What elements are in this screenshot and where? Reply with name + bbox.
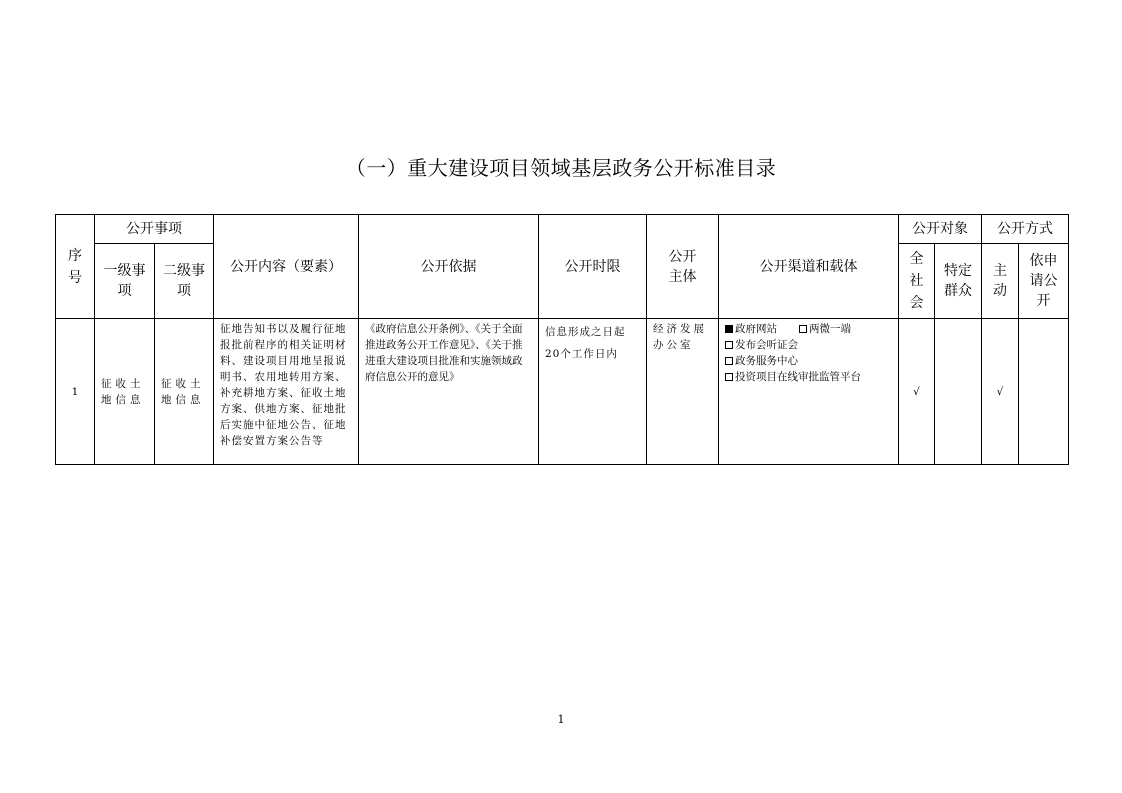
channel-label-wechat-weibo-app: 两微一端 xyxy=(809,323,851,335)
header-level2-label: 二级事项 xyxy=(163,263,205,299)
header-subject xyxy=(647,215,719,319)
page-title: （一）重大建设项目领域基层政务公开标准目录 xyxy=(345,156,777,180)
channel-label-investment-platform: 投资项目在线审批监管平台 xyxy=(735,371,861,383)
checkbox-wechat-weibo-app xyxy=(799,325,807,333)
header-method-active-label: 主动 xyxy=(993,263,1007,299)
header-channel: 公开渠道和载体 xyxy=(719,215,899,319)
header-level2 xyxy=(155,244,214,319)
header-seq-label: 序号 xyxy=(68,247,82,286)
header-subject-label: 公开主体 xyxy=(668,248,697,285)
cell-subject: 经济发展办公室 xyxy=(647,319,719,465)
header-target: 公开对象 xyxy=(899,215,982,244)
header-method-request-label: 依申请公开 xyxy=(1029,253,1058,309)
checkbox-website xyxy=(725,325,733,333)
header-target-specific-label: 特定群众 xyxy=(944,263,972,299)
cell-method-active: √ xyxy=(982,319,1019,465)
header-method: 公开方式 xyxy=(982,215,1069,244)
cell-seq: 1 xyxy=(56,319,95,465)
header-method-request xyxy=(1019,244,1069,319)
page-number: 1 xyxy=(557,713,565,726)
channel-label-service-center: 政务服务中心 xyxy=(735,355,798,367)
cell-method-request xyxy=(1019,319,1069,465)
header-seq xyxy=(56,215,95,319)
checkbox-press-hearing xyxy=(725,341,733,349)
header-content: 公开内容（要素） xyxy=(214,215,359,319)
table-row xyxy=(56,319,1069,465)
header-target-all xyxy=(899,244,935,319)
channel-label-website: 政府网站 xyxy=(735,323,777,335)
cell-target-specific xyxy=(935,319,982,465)
header-target-all-label: 全社会 xyxy=(909,251,924,311)
cell-channels xyxy=(719,319,899,465)
header-method-active xyxy=(982,244,1019,319)
cell-level1: 征收土地信息 xyxy=(95,319,155,465)
channel-label-press-hearing: 发布会听证会 xyxy=(735,339,798,351)
cell-level2: 征收土地信息 xyxy=(155,319,214,465)
header-target-specific xyxy=(935,244,982,319)
cell-target-all: √ xyxy=(899,319,935,465)
checkbox-investment-platform xyxy=(725,373,733,381)
header-time-limit: 公开时限 xyxy=(539,215,647,319)
header-basis: 公开依据 xyxy=(359,215,539,319)
cell-time-limit-text: 信息形成之日起20个工作日内 xyxy=(545,326,626,360)
header-matter: 公开事项 xyxy=(95,215,214,244)
header-level1-label: 一级事项 xyxy=(103,263,146,299)
cell-basis: 《政府信息公开条例》、《关于全面推进政务公开工作意见》、《关于推进重大建设项目批准和实施领域政府信息公开的意见》 xyxy=(359,319,539,465)
checkbox-service-center xyxy=(725,357,733,365)
cell-content: 征地告知书以及履行征地报批前程序的相关证明材料、建设项目用地呈报说明书、农用地转用方案、补充耕地方案、征收土地方案、供地方案、征地批后实施中征地公告、征地补偿安置方案公告等 xyxy=(214,319,359,465)
catalog-table xyxy=(55,214,1069,465)
header-level1 xyxy=(95,244,155,319)
cell-time-limit xyxy=(539,319,647,465)
